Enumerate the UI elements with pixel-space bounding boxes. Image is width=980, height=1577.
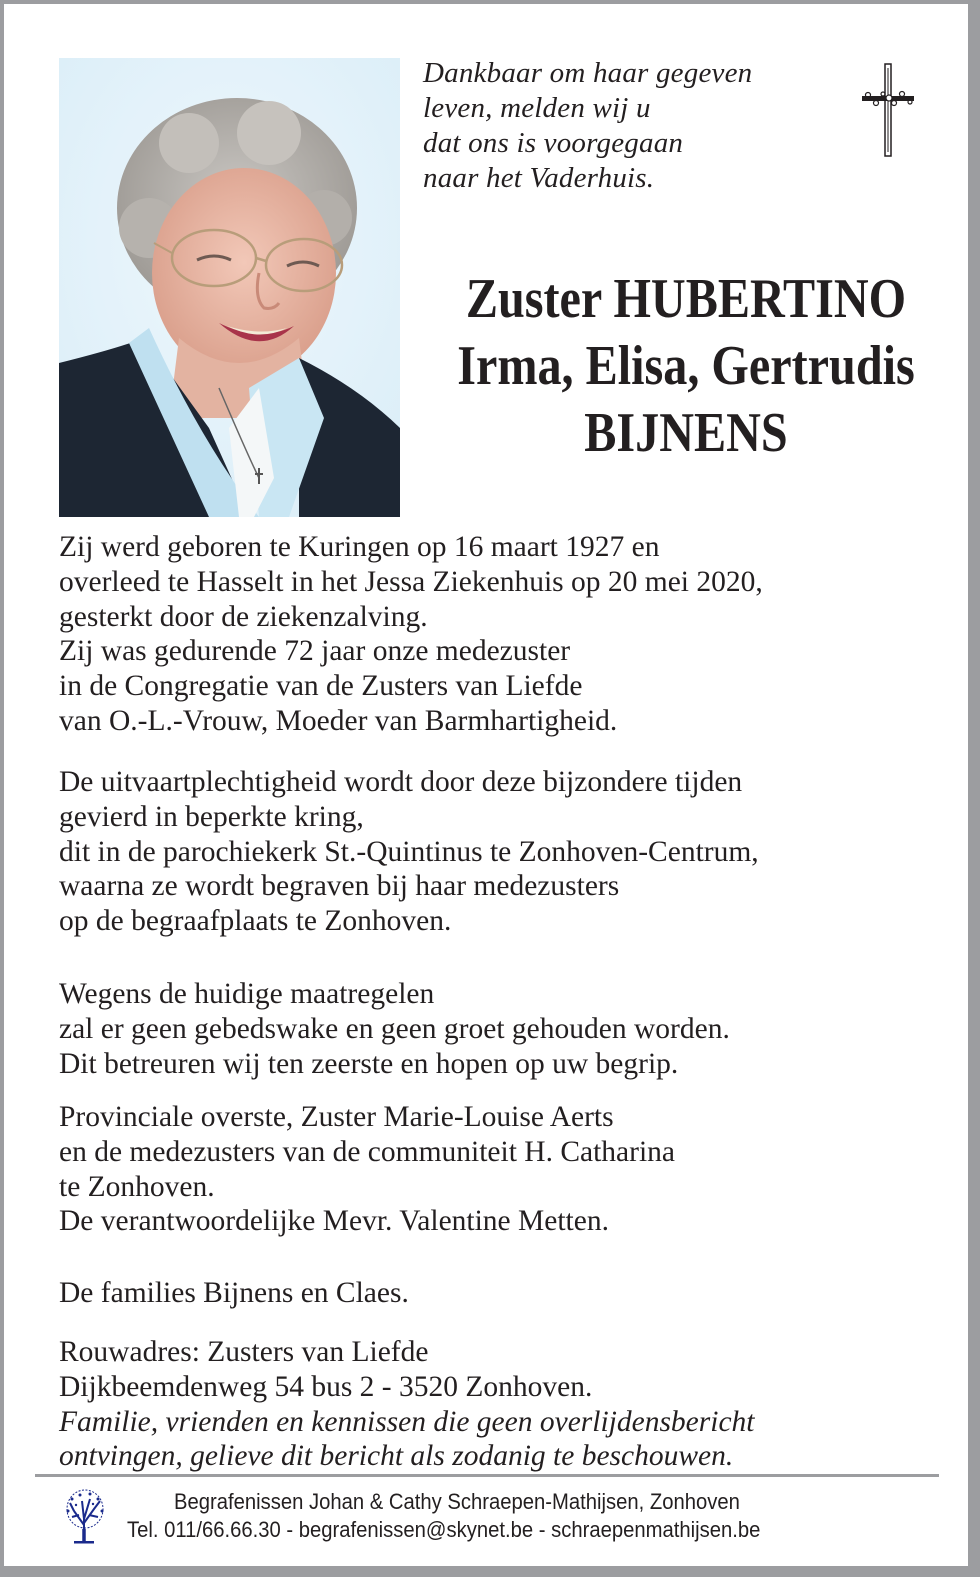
text-line: zal er geen gebedswake en geen groet gehouden worden. xyxy=(59,1012,730,1045)
cross-icon xyxy=(856,62,920,162)
intro-text xyxy=(423,56,752,196)
intro-line: dat ons is voorgegaan xyxy=(423,127,684,159)
deceased-name xyxy=(443,266,928,467)
text-line: De families Bijnens en Claes. xyxy=(59,1277,409,1309)
funeral-home-name: Begrafenissen Johan & Cathy Schraepen-Mathijsen, Zonhoven xyxy=(174,1489,740,1514)
intro-line: naar het Vaderhuis. xyxy=(423,162,655,194)
text-line: Zij was gedurende 72 jaar onze medezuster xyxy=(59,635,571,668)
notice-line: ontvingen, gelieve dit bericht als zodanig te beschouwen. xyxy=(59,1440,734,1473)
text-line: van O.-L.-Vrouw, Moeder van Barmhartigheid. xyxy=(59,704,618,737)
text-line: Wegens de huidige maatregelen xyxy=(59,978,435,1010)
biography-paragraph xyxy=(59,530,763,739)
name-line-title: Zuster HUBERTINO xyxy=(465,268,907,330)
obituary-card xyxy=(4,4,968,1566)
funeral-home-contact: Tel. 011/66.66.30 - begrafenissen@skynet.be - schraepenmathijsen.be xyxy=(127,1517,761,1542)
text-line: gevierd in beperkte kring, xyxy=(59,800,364,833)
text-line: dit in de parochiekerk St.-Quintinus te Zonhoven-Centrum, xyxy=(59,835,759,868)
name-line-surname: BIJNENS xyxy=(584,402,788,464)
families-paragraph xyxy=(59,1276,409,1311)
community-paragraph xyxy=(59,1100,675,1239)
portrait-photo xyxy=(59,58,400,517)
measures-paragraph xyxy=(59,977,730,1081)
text-line: in de Congregatie van de Zusters van Liefde xyxy=(59,670,583,703)
text-line: te Zonhoven. xyxy=(59,1170,215,1203)
text-line: en de medezusters van de communiteit H. Catharina xyxy=(59,1135,676,1168)
text-line: gesterkt door de ziekenzalving. xyxy=(59,600,428,633)
footer-divider xyxy=(35,1474,939,1477)
intro-line: Dankbaar om haar gegeven xyxy=(423,57,753,89)
intro-line: leven, melden wij u xyxy=(423,92,651,124)
text-line: op de begraafplaats te Zonhoven. xyxy=(59,905,452,938)
portrait-illustration xyxy=(59,58,400,517)
text-line: overleed te Hasselt in het Jessa Ziekenhuis op 20 mei 2020, xyxy=(59,565,763,598)
name-line-first-names: Irma, Elisa, Gertrudis xyxy=(457,335,915,397)
text-line: De uitvaartplechtigheid wordt door deze bijzondere tijden xyxy=(59,766,743,798)
funeral-paragraph xyxy=(59,765,759,939)
address-block xyxy=(59,1335,754,1474)
text-line: Zij werd geboren te Kuringen op 16 maart 1927 en xyxy=(59,531,660,563)
address-line: Rouwadres: Zusters van Liefde xyxy=(59,1336,429,1368)
text-line: Provinciale overste, Zuster Marie-Louise Aerts xyxy=(59,1101,614,1133)
tree-logo-icon xyxy=(60,1489,110,1545)
notice-line: Familie, vrienden en kennissen die geen overlijdensbericht xyxy=(59,1405,755,1438)
text-line: De verantwoordelijke Mevr. Valentine Metten. xyxy=(59,1205,609,1238)
text-line: waarna ze wordt begraven bij haar medezusters xyxy=(59,870,620,903)
text-line: Dit betreuren wij ten zeerste en hopen op uw begrip. xyxy=(59,1047,679,1080)
address-line: Dijkbeemdenweg 54 bus 2 - 3520 Zonhoven. xyxy=(59,1370,593,1403)
